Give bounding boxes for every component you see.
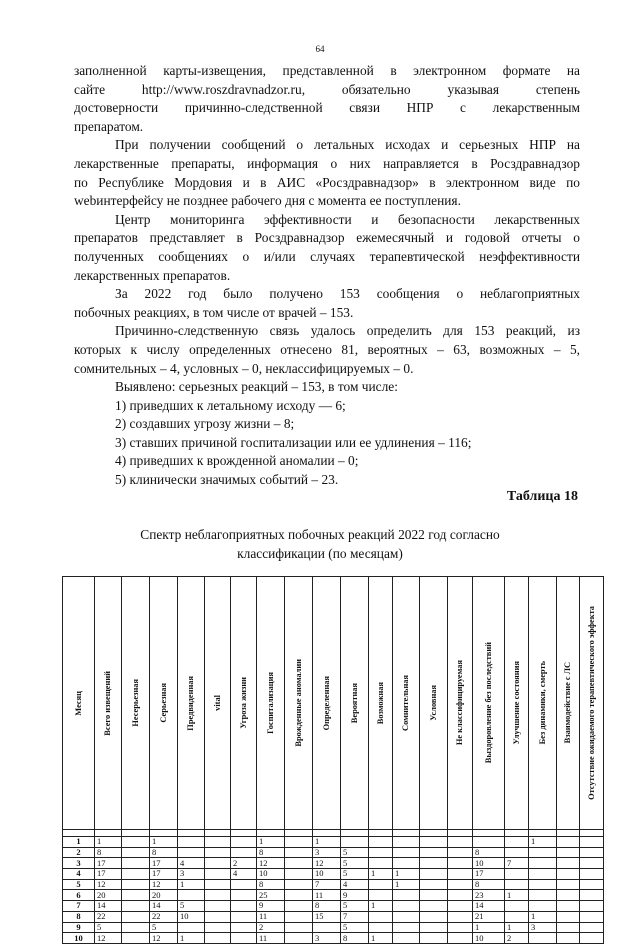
table-cell: 8 xyxy=(257,847,285,858)
header-cell-non-serious: Несерьезная xyxy=(122,577,150,830)
table-cell: 2 xyxy=(505,933,529,944)
table-cell: 1 xyxy=(313,837,341,848)
table-cell: 8 xyxy=(341,933,369,944)
table-cell xyxy=(557,890,580,901)
header-cell-month: Месяц xyxy=(63,577,95,830)
table-cell: 17 xyxy=(150,858,178,869)
table-row xyxy=(63,837,604,848)
table-cell xyxy=(505,869,529,880)
table-cell xyxy=(420,890,448,901)
table-caption-line1: Спектр неблагоприятных побочных реакций 2022 год согласно xyxy=(140,527,500,542)
table-cell xyxy=(231,879,257,890)
p3-line3: полученных сообщениях о и/или случаях терапевтической неэффективности xyxy=(74,248,580,264)
table-cell xyxy=(393,847,420,858)
table-cell: 20 xyxy=(95,890,122,901)
header-cell-doubtful: Сомнительная xyxy=(393,577,420,830)
table-label: Таблица 18 xyxy=(506,489,578,504)
table-cell: 5 xyxy=(150,922,178,933)
header-cell-life-threat: Угроза жизни xyxy=(231,577,257,830)
table-cell xyxy=(557,901,580,912)
header-cell-congenital-anomalies: Врожденные аномалии xyxy=(285,577,313,830)
header-cell-serious: Серьезная xyxy=(150,577,178,830)
table-cell xyxy=(420,901,448,912)
table-cell: 1 xyxy=(529,911,557,922)
table-cell: 10 xyxy=(473,933,505,944)
table-cell xyxy=(448,879,473,890)
table-cell xyxy=(178,847,205,858)
table-cell: 1 xyxy=(529,837,557,848)
table-cell xyxy=(448,847,473,858)
table-cell: 17 xyxy=(95,869,122,880)
table-cell: 15 xyxy=(313,911,341,922)
table-cell xyxy=(505,879,529,890)
table-cell xyxy=(122,911,150,922)
table-cell xyxy=(529,858,557,869)
table-cell xyxy=(369,837,393,848)
table-caption xyxy=(0,526,640,563)
table-cell: 1 xyxy=(178,879,205,890)
table-cell xyxy=(369,890,393,901)
month-cell: 1 xyxy=(63,837,95,848)
table-cell xyxy=(205,858,231,869)
table-cell: 5 xyxy=(341,922,369,933)
table-cell: 25 xyxy=(257,890,285,901)
table-cell xyxy=(505,847,529,858)
table-cell: 17 xyxy=(150,869,178,880)
header-cell-certain: Определенная xyxy=(313,577,341,830)
table-cell xyxy=(285,901,313,912)
table-cell xyxy=(205,869,231,880)
table-cell xyxy=(557,911,580,922)
header-cell-unclassified: Не классифицируемая xyxy=(448,577,473,830)
table-cell xyxy=(529,933,557,944)
table-cell xyxy=(393,933,420,944)
p1-line4: препаратом. xyxy=(74,118,144,134)
table-cell xyxy=(285,847,313,858)
table-cell xyxy=(205,890,231,901)
p5-line2: которых к числу определенных отнесено 81, вероятных – 63, возможных – 5, xyxy=(74,341,580,357)
table-cell: 10 xyxy=(178,911,205,922)
table-cell: 7 xyxy=(505,858,529,869)
page-number: 64 xyxy=(315,44,325,54)
table-cell xyxy=(529,847,557,858)
list-item-1: 1) приведших к летальному исходу — 6; xyxy=(115,397,346,413)
table-cell xyxy=(393,922,420,933)
p5-line3: сомнительных – 4, условных – 0, неклассифицируемых – 0. xyxy=(74,360,414,376)
table-cell: 10 xyxy=(473,858,505,869)
table-row xyxy=(63,847,604,858)
list-item-4: 4) приведших к врожденной аномалии – 0; xyxy=(115,453,359,469)
table-cell: 1 xyxy=(369,901,393,912)
table-cell: 5 xyxy=(341,901,369,912)
table-cell xyxy=(122,837,150,848)
table-row xyxy=(63,911,604,922)
table-cell xyxy=(505,911,529,922)
table-cell: 1 xyxy=(257,837,285,848)
table-cell xyxy=(205,901,231,912)
table-spacer-row xyxy=(63,830,604,837)
table-cell xyxy=(529,901,557,912)
table-cell xyxy=(178,837,205,848)
table-cell xyxy=(205,911,231,922)
p5-line1: Причинно-следственную связь удалось определить для 153 реакций, из xyxy=(115,323,580,339)
table-cell: 3 xyxy=(313,847,341,858)
table-cell xyxy=(231,922,257,933)
table-cell xyxy=(341,837,369,848)
header-cell-no-dynamics-death: Без динамики, смерть xyxy=(529,577,557,830)
table-cell xyxy=(285,933,313,944)
table-cell: 8 xyxy=(473,879,505,890)
header-cell-conditional: Условная xyxy=(420,577,448,830)
header-cell-no-therapeutic-effect: Отсутствие ожидаемого терапевтического эффекта xyxy=(580,577,604,830)
table-cell xyxy=(448,890,473,901)
table-row xyxy=(63,858,604,869)
table-cell xyxy=(580,922,604,933)
table-cell: 8 xyxy=(257,879,285,890)
table-cell xyxy=(369,847,393,858)
table-cell: 1 xyxy=(393,869,420,880)
header-cell-drug-interaction: Взаимодействие с ЛС xyxy=(557,577,580,830)
header-cell-hospitalization: Госпитализация xyxy=(257,577,285,830)
table-cell xyxy=(205,922,231,933)
table-cell: 22 xyxy=(150,911,178,922)
table-cell xyxy=(448,869,473,880)
table-cell xyxy=(122,890,150,901)
table-cell: 5 xyxy=(178,901,205,912)
body-text xyxy=(74,62,580,490)
table-cell xyxy=(393,901,420,912)
list-item-2: 2) создавших угрозу жизни – 8; xyxy=(115,416,295,432)
table-cell: 12 xyxy=(150,933,178,944)
p4-line1: За 2022 год было получено 153 сообщения о неблагоприятных xyxy=(115,286,580,302)
table-cell xyxy=(580,847,604,858)
table-cell: 9 xyxy=(341,890,369,901)
p2-line3: по Республике Мордовия и в АИС «Росздравнадзор» в электронном виде по xyxy=(74,174,580,190)
table-cell xyxy=(231,911,257,922)
p6-line1: Выявлено: серьезных реакций – 153, в том числе: xyxy=(115,379,398,395)
table-cell xyxy=(557,858,580,869)
table-cell: 12 xyxy=(95,933,122,944)
month-cell: 2 xyxy=(63,847,95,858)
table-cell xyxy=(231,837,257,848)
table-cell: 12 xyxy=(313,858,341,869)
month-cell: 8 xyxy=(63,911,95,922)
month-cell: 5 xyxy=(63,879,95,890)
table-cell xyxy=(580,890,604,901)
table-cell: 5 xyxy=(95,922,122,933)
table-cell xyxy=(285,879,313,890)
table-cell: 1 xyxy=(95,837,122,848)
table-cell xyxy=(557,879,580,890)
table-cell xyxy=(122,922,150,933)
table-cell: 21 xyxy=(473,911,505,922)
p3-line2: препаратов представляет в Росздравнадзор ежемесячный и годовой отчеты о xyxy=(74,230,580,246)
table-cell xyxy=(420,858,448,869)
header-cell-possible: Возможная xyxy=(369,577,393,830)
p1-line2: сайте http://www.roszdravnadzor.ru, обязательно указывая степень xyxy=(74,81,580,97)
table-cell xyxy=(369,858,393,869)
table-cell xyxy=(178,890,205,901)
table-cell xyxy=(420,879,448,890)
header-cell-recovery: Выздоровление без последствий xyxy=(473,577,505,830)
table-cell: 8 xyxy=(95,847,122,858)
table-cell: 12 xyxy=(150,879,178,890)
table-cell xyxy=(231,890,257,901)
table-cell: 1 xyxy=(393,879,420,890)
table-cell: 22 xyxy=(95,911,122,922)
table-cell: 2 xyxy=(257,922,285,933)
table-cell xyxy=(557,869,580,880)
table-cell: 7 xyxy=(313,879,341,890)
table-cell xyxy=(529,890,557,901)
p3-line4: лекарственных препаратов. xyxy=(74,267,231,283)
table-cell xyxy=(285,869,313,880)
table-cell: 5 xyxy=(341,869,369,880)
table-cell: 8 xyxy=(150,847,178,858)
table-cell xyxy=(557,847,580,858)
table-cell xyxy=(122,879,150,890)
table-cell: 23 xyxy=(473,890,505,901)
p1-line1: заполненной карты-извещения, представленной в электронном формате на xyxy=(74,63,580,78)
table-cell xyxy=(448,858,473,869)
table-cell xyxy=(231,847,257,858)
table-cell xyxy=(529,879,557,890)
table-cell xyxy=(285,911,313,922)
table-cell xyxy=(369,879,393,890)
table-cell xyxy=(420,933,448,944)
table-cell xyxy=(205,879,231,890)
table-cell: 2 xyxy=(231,858,257,869)
table-cell xyxy=(557,837,580,848)
table-cell xyxy=(393,911,420,922)
table-cell xyxy=(580,869,604,880)
table-row xyxy=(63,869,604,880)
table-cell xyxy=(473,837,505,848)
header-cell-expected: Предвиденная xyxy=(178,577,205,830)
table-cell xyxy=(369,911,393,922)
table-cell xyxy=(448,933,473,944)
table-cell xyxy=(580,911,604,922)
month-cell: 4 xyxy=(63,869,95,880)
table-cell: 10 xyxy=(313,869,341,880)
table-cell xyxy=(122,858,150,869)
table-header-row xyxy=(63,577,604,830)
table-cell: 11 xyxy=(313,890,341,901)
table-cell: 12 xyxy=(257,858,285,869)
table-cell xyxy=(393,890,420,901)
table-cell: 17 xyxy=(95,858,122,869)
table-cell: 1 xyxy=(150,837,178,848)
table-cell xyxy=(448,901,473,912)
table-cell: 8 xyxy=(313,901,341,912)
table-row xyxy=(63,922,604,933)
table-cell xyxy=(580,933,604,944)
header-cell-improvement: Улучшение состояния xyxy=(505,577,529,830)
table-cell xyxy=(557,933,580,944)
table-cell xyxy=(205,847,231,858)
table-row xyxy=(63,879,604,890)
table-cell: 10 xyxy=(257,869,285,880)
table-cell: 11 xyxy=(257,911,285,922)
table-cell xyxy=(393,837,420,848)
p3-line1: Центр мониторинга эффективности и безопасности лекарственных xyxy=(115,211,580,227)
p2-line1: При получении сообщений о летальных исходах и серьезных НПР на xyxy=(115,137,580,153)
list-item-3: 3) ставших причиной госпитализации или ее удлинения – 116; xyxy=(115,434,472,450)
table-cell xyxy=(122,901,150,912)
list-item-5: 5) клинически значимых событий – 23. xyxy=(115,472,339,488)
header-cell-vital: vital xyxy=(205,577,231,830)
table-cell xyxy=(122,869,150,880)
table-cell: 1 xyxy=(505,890,529,901)
table-cell xyxy=(285,837,313,848)
table-cell xyxy=(369,922,393,933)
table-cell: 14 xyxy=(95,901,122,912)
month-cell: 6 xyxy=(63,890,95,901)
table-cell xyxy=(420,847,448,858)
table-cell xyxy=(505,901,529,912)
table-cell xyxy=(285,890,313,901)
table-cell xyxy=(122,847,150,858)
table-cell xyxy=(420,922,448,933)
table-cell xyxy=(448,922,473,933)
table-cell: 3 xyxy=(313,933,341,944)
table-cell xyxy=(580,858,604,869)
table-cell xyxy=(529,869,557,880)
table-cell: 4 xyxy=(231,869,257,880)
table-cell: 1 xyxy=(178,933,205,944)
table-cell xyxy=(557,922,580,933)
table-cell xyxy=(448,837,473,848)
table-cell: 1 xyxy=(369,933,393,944)
table-cell xyxy=(205,837,231,848)
table-cell xyxy=(580,837,604,848)
table-cell: 12 xyxy=(95,879,122,890)
p4-line2: побочных реакциях, в том числе от врачей – 153. xyxy=(74,304,354,320)
table-cell: 1 xyxy=(369,869,393,880)
table-cell: 4 xyxy=(341,879,369,890)
table-cell xyxy=(420,869,448,880)
table-cell: 1 xyxy=(473,922,505,933)
table-caption-line2: классификации (по месяцам) xyxy=(237,545,403,561)
table-cell: 3 xyxy=(529,922,557,933)
table-row xyxy=(63,901,604,912)
p2-line2: лекарственные препараты, информация о них направляется в Росздравнадзор xyxy=(74,155,580,171)
table-cell xyxy=(285,858,313,869)
table-cell: 5 xyxy=(341,858,369,869)
table-row xyxy=(63,933,604,944)
table-cell: 17 xyxy=(473,869,505,880)
table-cell: 14 xyxy=(150,901,178,912)
table-cell xyxy=(420,911,448,922)
table-row xyxy=(63,890,604,901)
month-cell: 10 xyxy=(63,933,95,944)
table-cell: 11 xyxy=(257,933,285,944)
p1-line3: достоверности причинно-следственной связи НПР с лекарственным xyxy=(74,100,580,116)
table-cell xyxy=(420,837,448,848)
table-cell xyxy=(285,922,313,933)
table-cell: 7 xyxy=(341,911,369,922)
header-cell-probable: Вероятная xyxy=(341,577,369,830)
table-cell xyxy=(448,911,473,922)
table-cell: 9 xyxy=(257,901,285,912)
table-cell: 4 xyxy=(178,858,205,869)
table-cell: 20 xyxy=(150,890,178,901)
month-cell: 3 xyxy=(63,858,95,869)
month-cell: 7 xyxy=(63,901,95,912)
table-cell xyxy=(393,858,420,869)
table-cell: 14 xyxy=(473,901,505,912)
table-cell xyxy=(178,922,205,933)
table-cell xyxy=(122,933,150,944)
month-cell: 9 xyxy=(63,922,95,933)
header-cell-total-notices: Всего извещений xyxy=(95,577,122,830)
table-cell xyxy=(205,933,231,944)
table-cell: 5 xyxy=(341,847,369,858)
table-cell: 1 xyxy=(505,922,529,933)
table-cell xyxy=(505,837,529,848)
table-cell xyxy=(313,922,341,933)
p2-line4: webинтерфейсу не позднее рабочего дня с момента ее поступления. xyxy=(74,193,461,209)
table-cell xyxy=(231,901,257,912)
table-cell xyxy=(580,879,604,890)
spectrum-table xyxy=(62,576,604,944)
table-cell xyxy=(231,933,257,944)
table-cell: 3 xyxy=(178,869,205,880)
table-cell: 8 xyxy=(473,847,505,858)
table-cell xyxy=(580,901,604,912)
